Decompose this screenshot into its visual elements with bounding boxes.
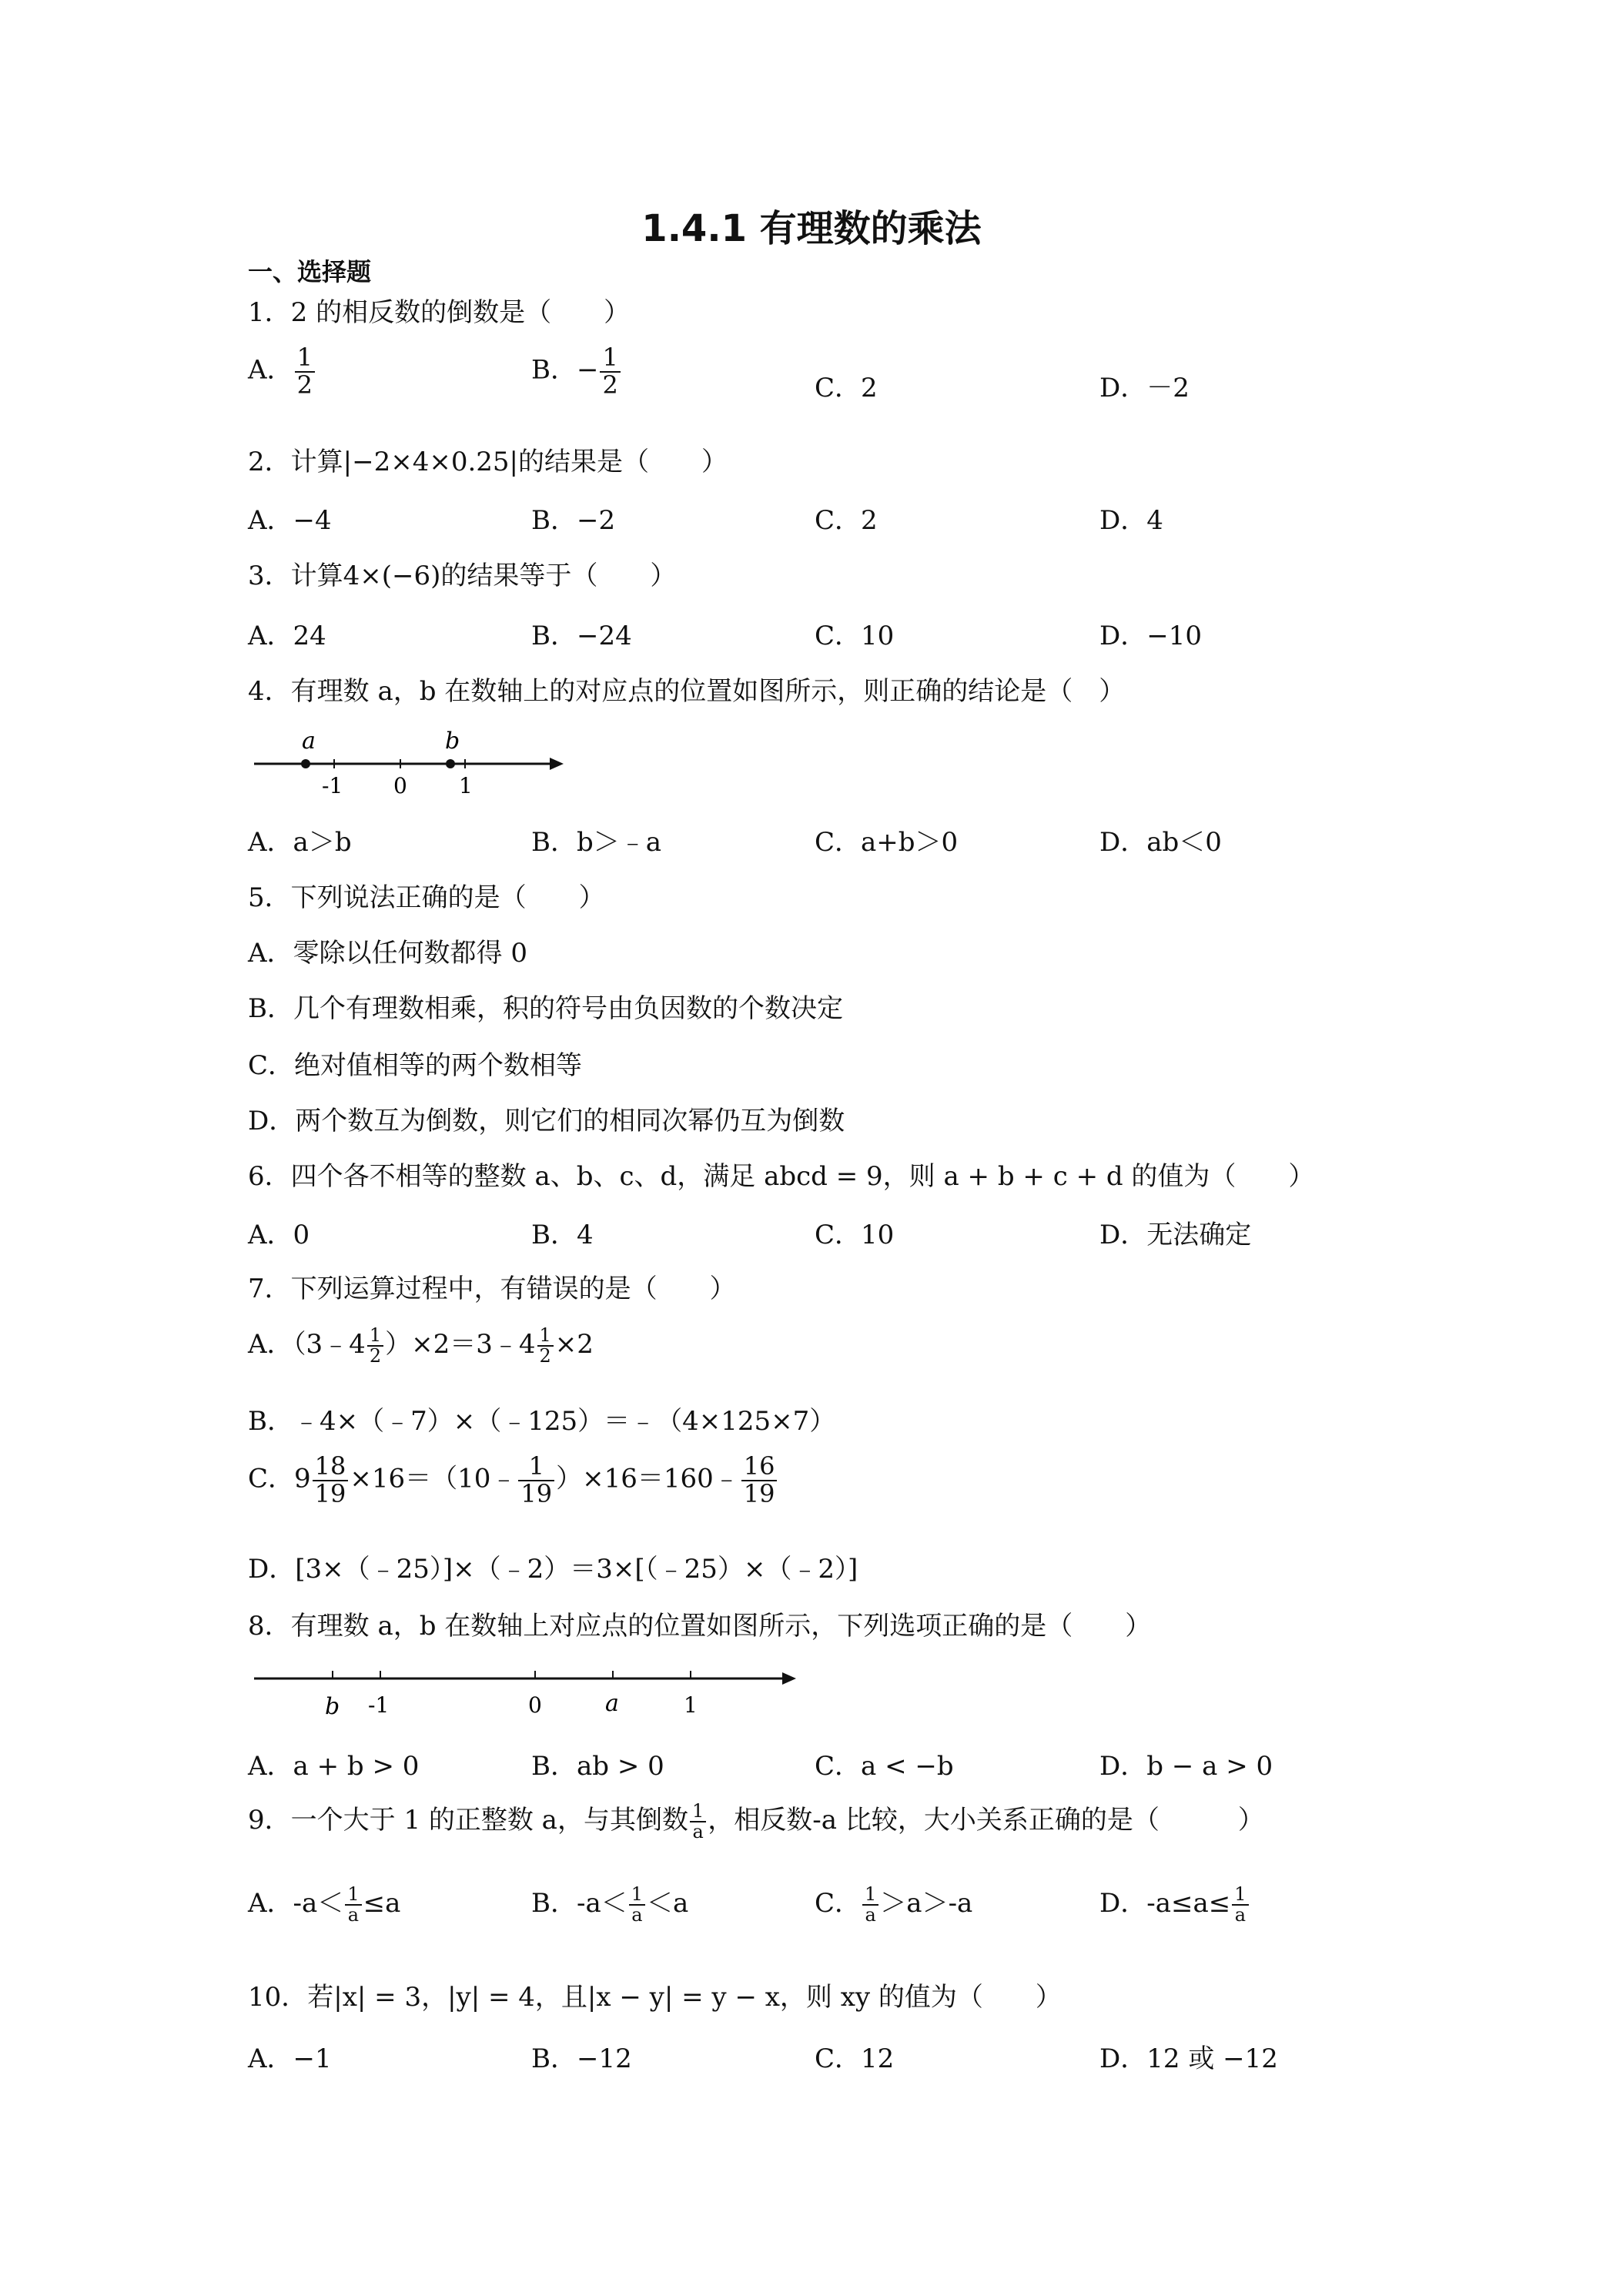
question-10-option-d: D．12 或 −12 [1099, 2043, 1278, 2074]
tick-label-0: 0 [528, 1692, 542, 1718]
question-7-option-d: D．[3×（﹣25）]×（﹣2）＝3×[（﹣25）×（﹣2）] [248, 1554, 858, 1585]
question-2-option-a: A．−4 [248, 505, 332, 536]
question-5-option-a: A．零除以任何数都得 0 [248, 938, 527, 969]
question-2-option-c: C．2 [815, 505, 878, 536]
tick-label-minus-1: -1 [368, 1692, 390, 1718]
question-9-option-d: D．-a≤a≤ $\frac{1}{a}$ [1099, 1882, 1250, 1925]
question-10-option-c: C．12 [815, 2043, 895, 2074]
question-8-stem: 8．有理数 a，b 在数轴上对应点的位置如图所示，下列选项正确的是（ ） [248, 1611, 1152, 1642]
number-line-q8 [248, 1655, 802, 1725]
question-1-option-a: A． $\frac{1}{2}$ [248, 345, 316, 398]
label-a: a [605, 1690, 619, 1717]
axis-arrow [550, 758, 564, 770]
tick-label-minus-1: -1 [322, 773, 343, 798]
number-line-q4 [248, 724, 571, 801]
question-7-stem: 7．下列运算过程中，有错误的是（ ） [248, 1274, 736, 1304]
question-10-stem: 10．若|x| = 3，|y| = 4，且|x − y| = y − x，则 xy 的值为（ ） [248, 1982, 1062, 2013]
question-6-option-c: C．10 [815, 1220, 895, 1250]
question-4-option-d: D．ab＜0 [1099, 827, 1222, 858]
question-9-option-a: A．-a＜ $\frac{1}{a}$ ≤a [248, 1883, 401, 1926]
question-5-option-c: C．绝对值相等的两个数相等 [248, 1050, 583, 1081]
question-6-option-b: B．4 [531, 1220, 594, 1250]
tick-label-1: 1 [684, 1692, 698, 1718]
question-3-option-c: C．10 [815, 621, 895, 651]
question-8-option-d: D．b − a > 0 [1099, 1751, 1273, 1782]
question-3-option-d: D．−10 [1099, 621, 1203, 651]
tick-label-0: 0 [393, 773, 407, 798]
question-10-option-a: A．−1 [248, 2043, 332, 2074]
question-2-option-d: D．4 [1099, 505, 1163, 536]
tick-label-1: 1 [459, 773, 473, 798]
question-10-option-b: B．−12 [531, 2043, 632, 2074]
question-4-stem: 4．有理数 a，b 在数轴上的对应点的位置如图所示，则正确的结论是（ ） [248, 676, 1126, 707]
label-a: a [302, 728, 316, 755]
question-7-option-c: C．9 $\frac{18}{19}$ ×16＝（10﹣ $\frac{1}{19}$ ）×16＝160﹣ $\frac{16}{19}$ [248, 1454, 778, 1507]
question-5-option-b: B．几个有理数相乘，积的符号由负因数的个数决定 [248, 993, 843, 1024]
point-b [446, 759, 455, 768]
question-8-option-a: A．a + b > 0 [248, 1751, 420, 1782]
question-1-option-b: B．− $\frac{1}{2}$ [531, 345, 622, 398]
question-3-option-a: A．24 [248, 621, 326, 651]
question-5-option-d: D．两个数互为倒数，则它们的相同次幂仍互为倒数 [248, 1106, 845, 1136]
question-1-stem: 1．2 的相反数的倒数是（ ） [248, 297, 631, 328]
question-3-stem: 3．计算4×(−6)的结果等于（ ） [248, 561, 677, 591]
question-2-option-b: B．−2 [531, 505, 616, 536]
question-6-option-d: D．无法确定 [1099, 1220, 1252, 1250]
question-6-stem: 6．四个各不相等的整数 a、b、c、d，满足 abcd = 9，则 a + b + c + d 的值为（ ） [248, 1161, 1315, 1192]
point-a [301, 759, 310, 768]
question-2-stem: 2．计算|−2×4×0.25|的结果是（ ） [248, 447, 728, 477]
question-3-option-b: B．−24 [531, 621, 632, 651]
question-9-option-c: C． $\frac{1}{a}$ ＞a＞-a [815, 1883, 973, 1926]
question-5-stem: 5．下列说法正确的是（ ） [248, 882, 605, 913]
question-7-option-b: B．﹣4×（﹣7）×（﹣125）＝﹣（4×125×7） [248, 1406, 836, 1437]
question-6-option-a: A．0 [248, 1220, 310, 1250]
question-4-option-b: B．b＞﹣a [531, 827, 662, 858]
question-7-option-a: A．（3﹣4 $\frac{1}{2}$ ）×2＝3﹣4 $\frac{1}{2}$ ×2 [248, 1324, 594, 1367]
section-heading: 一、选择题 [248, 257, 372, 286]
question-9-stem: 9．一个大于 1 的正整数 a，与其倒数 $\frac{1}{a}$ ，相反数-a 比较，大小关系正确的是（ ） [248, 1799, 1264, 1842]
label-b: b [325, 1693, 340, 1720]
question-9-option-b: B．-a＜ $\frac{1}{a}$ ＜a [531, 1883, 689, 1926]
label-b: b [445, 728, 460, 755]
question-8-option-b: B．ab > 0 [531, 1751, 664, 1782]
page-title: 1.4.1 有理数的乘法 [641, 207, 982, 250]
question-8-option-c: C．a < −b [815, 1751, 954, 1782]
axis-arrow [782, 1672, 796, 1685]
question-1-option-d: D．－2 [1099, 373, 1190, 403]
question-4-option-a: A．a＞b [248, 827, 352, 858]
question-1-option-c: C．2 [815, 373, 878, 403]
question-4-option-c: C．a+b＞0 [815, 827, 959, 858]
